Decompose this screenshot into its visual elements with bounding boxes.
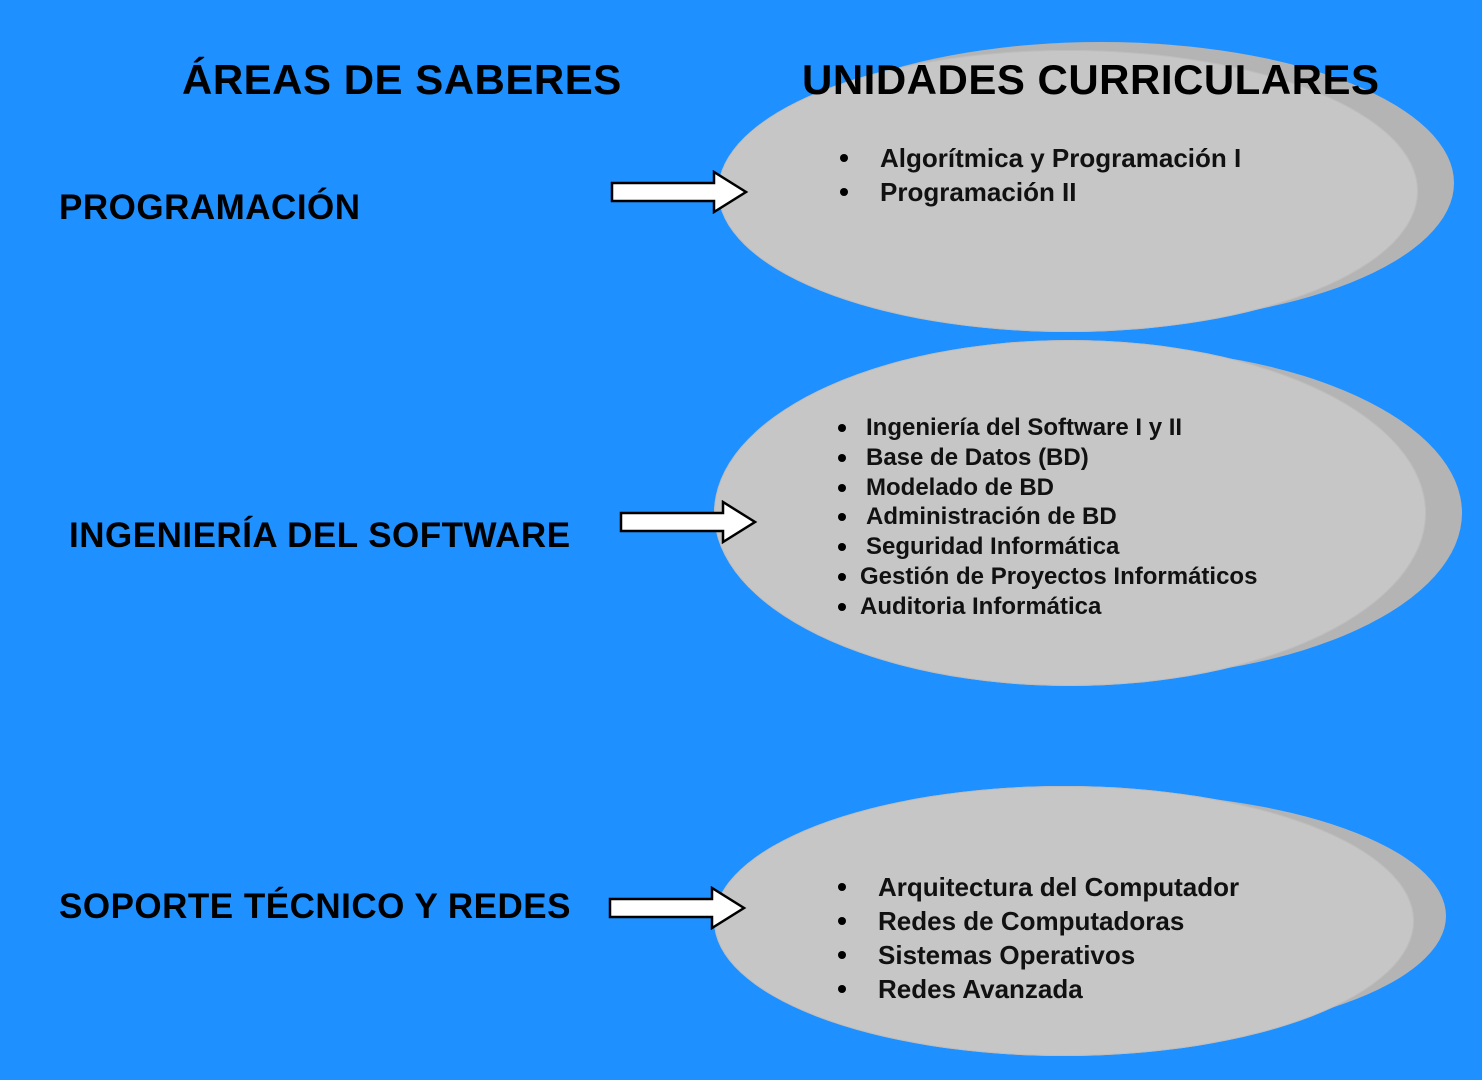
unit-item: Sistemas Operativos: [834, 938, 1239, 972]
unit-item: Algorítmica y Programación I: [836, 141, 1241, 175]
area-label-soporte: SOPORTE TÉCNICO Y REDES: [59, 887, 571, 926]
unit-item: Administración de BD: [836, 502, 1257, 532]
unit-item: Programación II: [836, 175, 1241, 209]
unit-item: Base de Datos (BD): [836, 443, 1257, 473]
unit-item: Redes de Computadoras: [834, 904, 1239, 938]
units-list-soporte: [834, 870, 1239, 1006]
arrow-right-icon: [619, 500, 759, 544]
area-label-programacion: PROGRAMACIÓN: [59, 188, 361, 227]
areas-header: ÁREAS DE SABERES: [182, 56, 622, 103]
unit-item: Gestión de Proyectos Informáticos: [836, 562, 1257, 592]
unit-item: Auditoria Informática: [836, 592, 1257, 622]
unit-item: Arquitectura del Computador: [834, 870, 1239, 904]
arrow-right-icon: [610, 170, 750, 214]
unit-item: Seguridad Informática: [836, 532, 1257, 562]
units-header: UNIDADES CURRICULARES: [802, 56, 1380, 103]
unit-item: Modelado de BD: [836, 473, 1257, 503]
unit-item: Redes Avanzada: [834, 972, 1239, 1006]
arrow-right-icon: [608, 886, 748, 930]
units-list-programacion: [836, 141, 1241, 209]
units-list-ingenieria: [836, 413, 1257, 622]
unit-item: Ingeniería del Software I y II: [836, 413, 1257, 443]
area-label-ingenieria: INGENIERÍA DEL SOFTWARE: [69, 516, 571, 555]
